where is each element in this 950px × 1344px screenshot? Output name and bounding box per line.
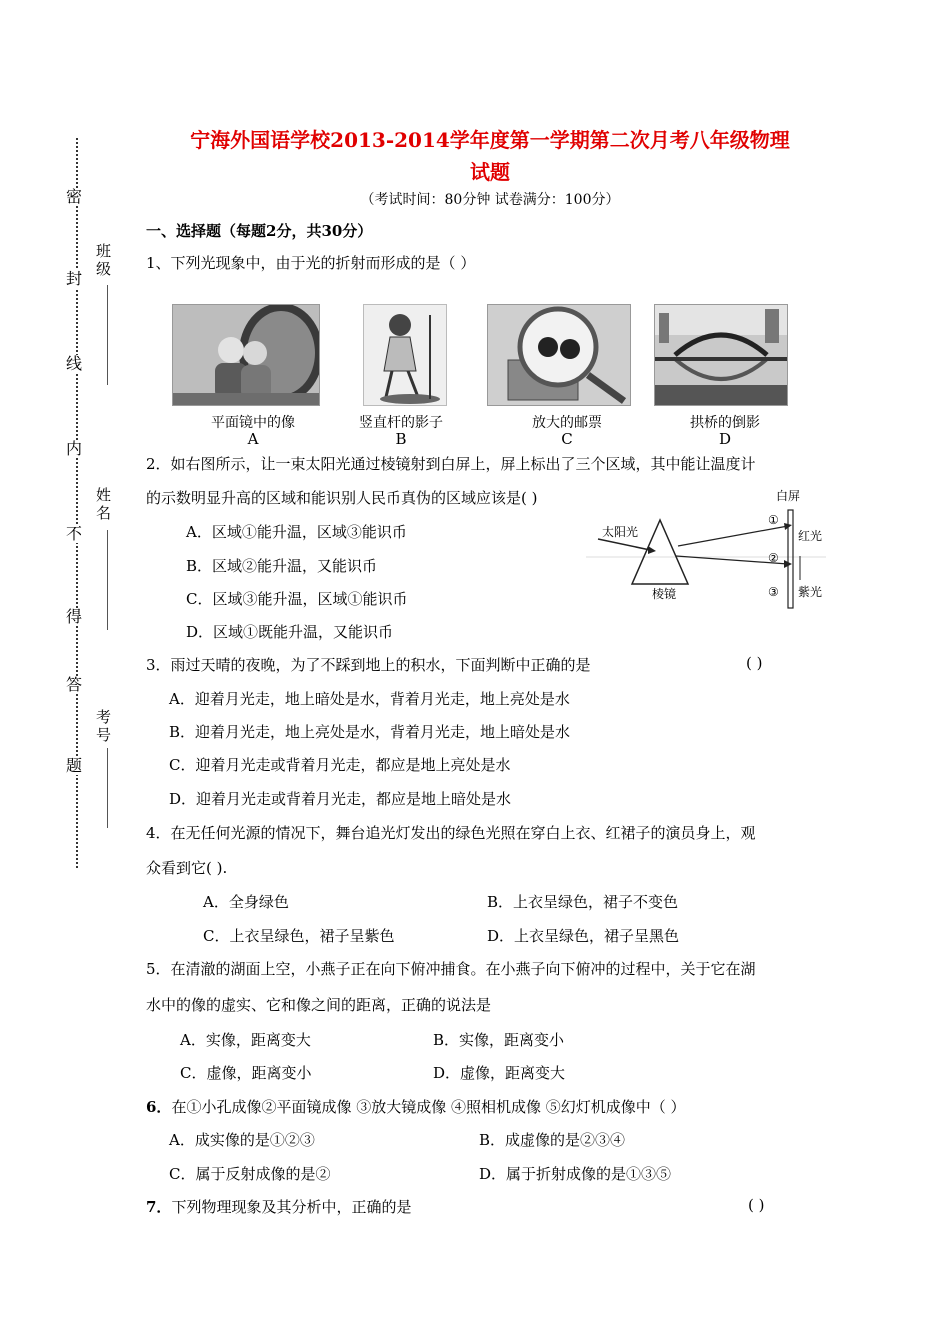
question-4-line1: 4．在无任何光源的情况下，舞台追光灯发出的绿色光照在穿白上衣、红裙子的演员身上，观	[146, 824, 756, 842]
question-3-option-b: B．迎着月光走，地上亮处是水，背着月光走，地上暗处是水	[169, 723, 571, 741]
question-7-text: 下列物理现象及其分析中，正确的是	[171, 1198, 412, 1216]
photo-magnified-stamp	[487, 304, 631, 406]
region-1-marker: ①	[768, 513, 779, 527]
question-5-option-d: D．虚像，距离变大	[433, 1064, 566, 1082]
question-6-option-d: D．属于折射成像的是①③⑤	[479, 1165, 672, 1183]
question-5-line2: 水中的像的虚实、它和像之间的距离，正确的说法是	[146, 996, 492, 1014]
option-d-letter: D	[718, 430, 732, 448]
seal-char: 密	[66, 187, 83, 206]
question-2-option-d: D．区域①既能升温，又能识币	[186, 623, 394, 641]
question-4-option-c: C．上衣呈绿色，裙子呈紫色	[203, 927, 395, 945]
question-5-option-c: C．虚像，距离变小	[180, 1064, 312, 1082]
question-3-option-c: C．迎着月光走或背着月光走，都应是地上亮处是水	[169, 756, 511, 774]
photo-pole-shadow	[363, 304, 447, 406]
page-title-2: 试题	[470, 160, 510, 184]
question-5-option-a: A．实像，距离变大	[180, 1031, 311, 1049]
class-label: 班级	[96, 242, 112, 278]
option-c-caption: 放大的邮票	[532, 415, 602, 431]
red-label: 红光	[798, 529, 823, 543]
seal-char: 线	[66, 354, 83, 373]
question-6-number: 6．	[146, 1098, 172, 1116]
exam-info: （考试时间：80分钟 试卷满分：100分）	[360, 192, 620, 208]
question-2-option-b: B．区域②能升温，又能识币	[186, 557, 378, 575]
region-2-marker: ②	[768, 551, 779, 565]
question-2-line2: 的示数明显升高的区域和能识别人民币真伪的区域应该是( )	[146, 489, 538, 507]
question-4-option-d: D．上衣呈绿色，裙子呈黑色	[487, 927, 680, 945]
seal-char: 封	[66, 269, 83, 288]
question-1: 1、下列光现象中，由于光的折射而形成的是（ ）	[146, 254, 476, 272]
seal-char: 答	[66, 675, 83, 694]
question-7	[146, 1196, 411, 1217]
page-title: 宁海外国语学校2013-2014学年度第一学期第二次月考八年级物理	[190, 128, 790, 152]
id-label: 考号	[96, 708, 112, 744]
question-6-option-c: C．属于反射成像的是②	[169, 1165, 331, 1183]
option-b-caption: 竖直杆的影子	[359, 415, 443, 431]
question-4-line2: 众看到它( ).	[146, 859, 228, 877]
question-6	[146, 1096, 686, 1117]
option-a-caption: 平面镜中的像	[211, 415, 295, 431]
seal-char: 不	[66, 524, 83, 543]
question-5-option-b: B．实像，距离变小	[433, 1031, 565, 1049]
option-d-caption: 拱桥的倒影	[690, 415, 760, 431]
question-5-line1: 5．在清澈的湖面上空，小燕子正在向下俯冲捕食。在小燕子向下俯冲的过程中，关于它在湖	[146, 960, 756, 978]
seal-char: 得	[66, 607, 83, 626]
seal-char: 题	[66, 756, 83, 775]
name-blank-line	[107, 530, 108, 630]
question-3-option-a: A．迎着月光走，地上暗处是水，背着月光走，地上亮处是水	[169, 690, 570, 708]
question-4-option-a: A．全身绿色	[203, 893, 289, 911]
region-3-marker: ③	[768, 585, 779, 599]
question-2-option-a: A．区域①能升温，区域③能识币	[186, 523, 407, 541]
sun-label: 太阳光	[602, 525, 639, 539]
screen-label: 白屏	[776, 489, 801, 503]
question-2-line1: 2．如右图所示，让一束太阳光通过棱镜射到白屏上，屏上标出了三个区域，其中能让温度计	[146, 455, 756, 473]
seal-char: 内	[66, 439, 83, 458]
question-3-answer-paren: ( )	[746, 654, 763, 672]
section-heading: 一、选择题（每题2分，共30分）	[146, 222, 373, 240]
question-6-option-b: B．成虚像的是②③④	[479, 1131, 626, 1149]
name-label: 姓名	[96, 486, 112, 522]
question-6-text: 在①小孔成像②平面镜成像 ③放大镜成像 ④照相机成像 ⑤幻灯机成像中（ ）	[171, 1098, 686, 1116]
violet-label: 紫光	[798, 585, 823, 599]
photo-bridge-reflection	[654, 304, 788, 406]
id-blank-line	[107, 748, 108, 828]
class-blank-line	[107, 285, 108, 385]
question-2-option-c: C．区域③能升温，区域①能识币	[186, 590, 408, 608]
question-7-number: 7．	[146, 1198, 172, 1216]
question-4-option-b: B．上衣呈绿色，裙子不变色	[487, 893, 679, 911]
option-c-letter: C	[561, 430, 573, 448]
photo-mirror-image	[172, 304, 320, 406]
option-b-letter: B	[395, 430, 407, 448]
option-a-letter: A	[247, 430, 259, 448]
question-6-option-a: A．成实像的是①②③	[169, 1131, 315, 1149]
question-7-answer-paren: ( )	[748, 1196, 765, 1214]
question-3: 3．雨过天晴的夜晚，为了不踩到地上的积水，下面判断中正确的是	[146, 656, 591, 674]
prism-diagram	[580, 484, 830, 634]
question-3-option-d: D．迎着月光走或背着月光走，都应是地上暗处是水	[169, 790, 512, 808]
prism-label: 棱镜	[652, 587, 677, 601]
